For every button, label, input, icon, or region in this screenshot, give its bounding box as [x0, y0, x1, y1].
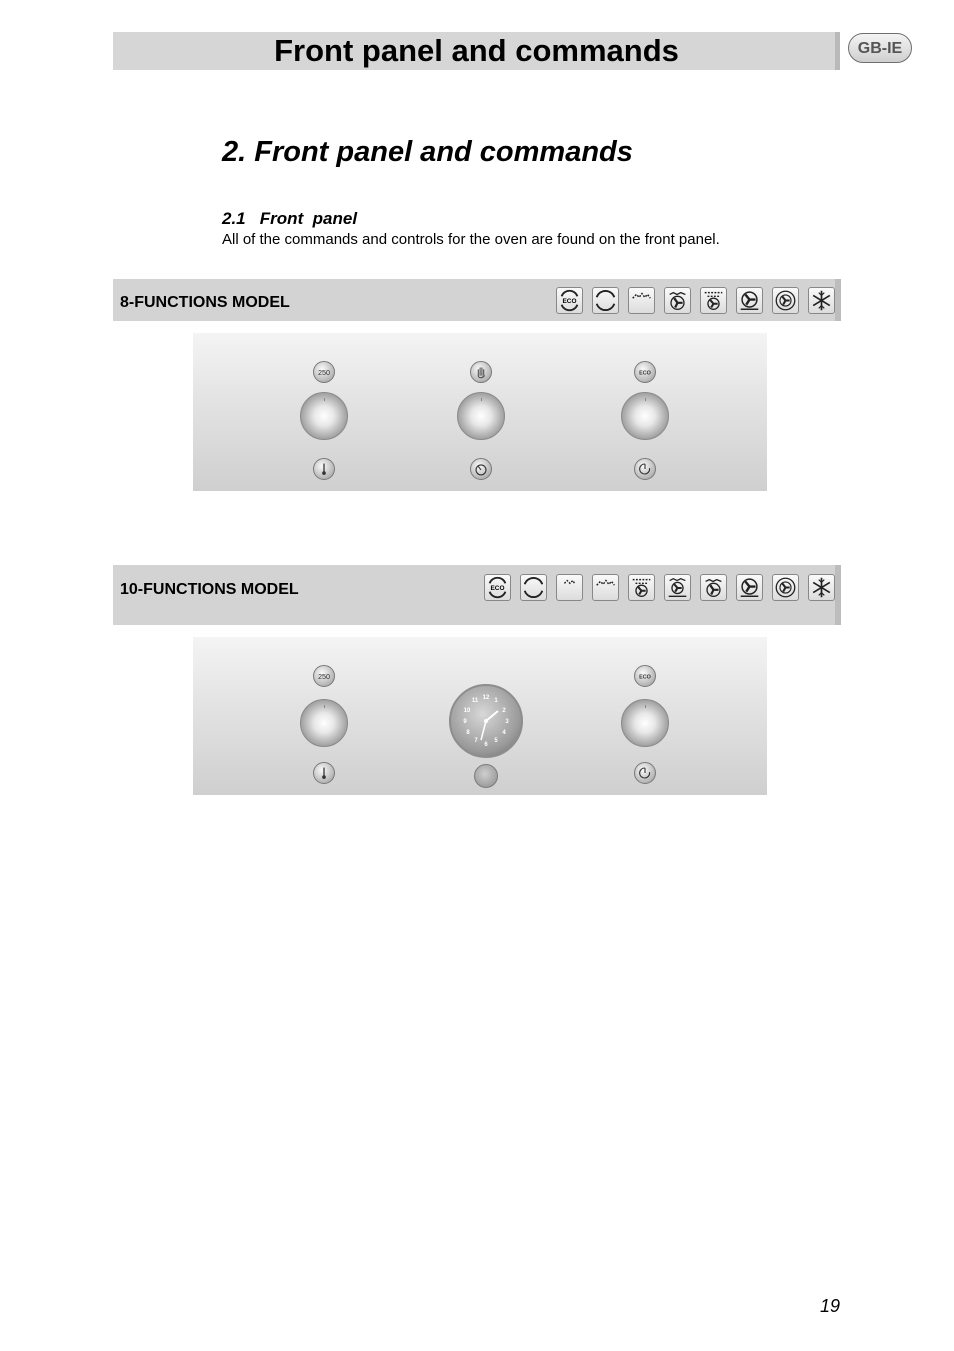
svg-text:8: 8: [466, 730, 470, 736]
timer-icon: [470, 458, 492, 480]
analog-clock[interactable]: [449, 684, 523, 758]
temperature-250-icon: [313, 361, 335, 383]
eco-icon: [484, 574, 511, 601]
svg-text:7: 7: [474, 738, 478, 744]
eco-icon: [556, 287, 583, 314]
eco-mini-icon: [634, 665, 656, 687]
section-title: 2. Front panel and commands: [222, 136, 633, 168]
grill-icon: [592, 574, 619, 601]
temperature-knob[interactable]: [300, 699, 348, 747]
circular-fan-icon: [772, 574, 799, 601]
clock-push-button[interactable]: [474, 764, 498, 788]
top-bottom-heat-icon: [520, 574, 547, 601]
circular-fan-icon: [772, 287, 799, 314]
fan-grill-icon: [664, 287, 691, 314]
thermometer-icon: [313, 458, 335, 480]
subsection-title: 2.1 Front panel: [222, 209, 358, 228]
top-bottom-heat-icon: [592, 287, 619, 314]
small-grill-icon: [556, 574, 583, 601]
fan-grill-icon: [628, 574, 655, 601]
clock-icon: [634, 762, 656, 784]
fan-top-bottom-icon: [664, 574, 691, 601]
temperature-250-icon: [313, 665, 335, 687]
svg-text:9: 9: [463, 719, 467, 725]
svg-text:250: 250: [317, 368, 331, 378]
large-grill-fan-icon: [700, 287, 727, 314]
model-10-label: 10-FUNCTIONS MODEL: [120, 581, 299, 598]
clock-icon: [634, 458, 656, 480]
temperature-knob[interactable]: [300, 392, 348, 440]
function-selector-knob[interactable]: [621, 699, 669, 747]
svg-text:ECO: ECO: [562, 297, 577, 305]
grill-icon: [628, 287, 655, 314]
svg-text:ECO: ECO: [639, 370, 651, 377]
svg-text:3: 3: [505, 719, 509, 725]
hand-icon: [470, 361, 492, 383]
svg-text:10: 10: [463, 708, 471, 714]
svg-text:ECO: ECO: [490, 584, 505, 592]
svg-text:2: 2: [502, 708, 506, 714]
svg-text:11: 11: [471, 698, 479, 704]
front-panel-10-functions: [193, 637, 767, 795]
intro-text: All of the commands and controls for the oven are found on the front panel.: [222, 231, 720, 248]
function-selector-knob[interactable]: [621, 392, 669, 440]
page-number: 19: [820, 1296, 841, 1316]
svg-text:ECO: ECO: [639, 674, 651, 681]
fan-bottom-icon: [736, 287, 763, 314]
timer-knob[interactable]: [457, 392, 505, 440]
defrost-icon: [808, 287, 835, 314]
svg-text:4: 4: [502, 730, 506, 736]
svg-text:1: 1: [494, 698, 498, 704]
svg-text:6: 6: [484, 742, 488, 748]
thermometer-icon: [313, 762, 335, 784]
front-panel-8-functions: [193, 333, 767, 491]
large-grill-fan-icon: [700, 574, 727, 601]
page-header-title: Front panel and commands: [274, 33, 679, 68]
eco-mini-icon: [634, 361, 656, 383]
svg-text:250: 250: [317, 672, 331, 682]
model-8-label: 8-FUNCTIONS MODEL: [120, 294, 290, 311]
svg-text:12: 12: [482, 695, 490, 701]
svg-text:5: 5: [494, 738, 498, 744]
defrost-icon: [808, 574, 835, 601]
fan-bottom-icon: [736, 574, 763, 601]
language-badge: GB-IE: [848, 33, 912, 63]
